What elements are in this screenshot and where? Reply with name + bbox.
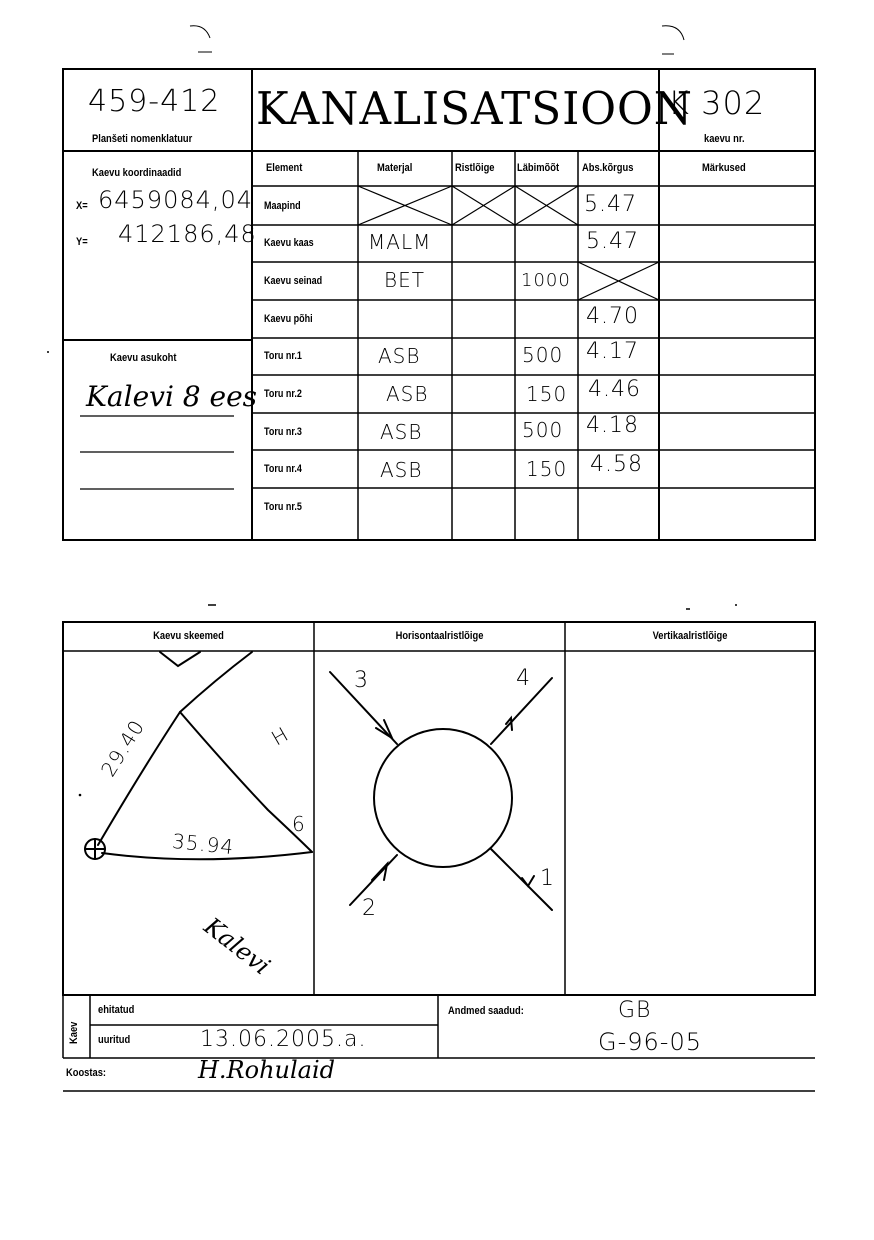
table-cell-elevation: 4.17 — [586, 339, 639, 364]
sketch-mark-6: 6 — [292, 812, 306, 836]
table-cell-material: ASB — [380, 458, 423, 482]
col-header-diameter: Läbimõõt — [517, 162, 560, 174]
data-source-value-1: GB — [618, 998, 652, 1023]
table-cell-material: MALM — [368, 230, 432, 254]
well-side-label: Kaev — [68, 1021, 80, 1044]
pipe-number: 2 — [362, 896, 377, 921]
table-cell-material: ASB — [380, 420, 423, 444]
table-cell-diameter: 500 — [522, 343, 564, 367]
table-row-label: Maapind — [264, 200, 301, 212]
table-cell-elevation: 4.70 — [586, 304, 639, 329]
pipe-number: 4 — [516, 666, 531, 691]
sketch-dimension-b: 35.94 — [170, 828, 236, 860]
surveyed-date: 13.06.2005.a. — [200, 1027, 367, 1052]
table-row-label: Kaevu põhi — [264, 313, 313, 325]
col-header-element: Element — [266, 162, 303, 174]
table-row-label: Toru nr.5 — [264, 501, 302, 513]
col-header-notes: Märkused — [702, 162, 746, 174]
built-label: ehitatud — [98, 1004, 135, 1016]
sketch-mark-h: H — [267, 721, 293, 751]
coord-x-value: 6459084,04 — [98, 186, 254, 214]
scheme-header-sketch: Kaevu skeemed — [153, 630, 224, 642]
table-cell-diameter: 500 — [522, 418, 564, 442]
scheme-header-horizontal: Horisontaalristlõige — [395, 630, 484, 642]
table-cell-diameter: 150 — [526, 457, 568, 481]
data-source-label: Andmed saadud: — [448, 1005, 524, 1017]
col-header-elevation: Abs.kõrgus — [582, 162, 634, 174]
col-header-cross-section: Ristlõige — [455, 162, 495, 174]
table-cell-material: BET — [384, 268, 425, 292]
page-title: KANALISATSIOON — [256, 82, 693, 135]
sketch-dimension-a: 29.40 — [96, 715, 150, 781]
location-label: Kaevu asukoht — [110, 352, 177, 364]
coord-y-label: Y= — [76, 236, 88, 248]
table-cell-elevation: 4.46 — [588, 377, 641, 402]
table-row-label: Kaevu kaas — [264, 237, 314, 249]
col-header-material: Materjal — [377, 162, 413, 174]
table-cell-elevation: 5.47 — [586, 229, 639, 254]
pipe-number: 3 — [354, 668, 369, 693]
table-row-label: Toru nr.1 — [264, 350, 302, 362]
coord-y-value: 412186,48 — [118, 220, 257, 248]
coordinates-label: Kaevu koordinaadid — [92, 167, 182, 179]
table-row-label: Toru nr.2 — [264, 388, 302, 400]
sketch-street-name: Kalevi — [198, 912, 276, 981]
data-source-value-2: G-96-05 — [598, 1028, 702, 1056]
table-row-label: Toru nr.4 — [264, 463, 302, 475]
compiled-by-value: H.Rohulaid — [198, 1056, 336, 1084]
table-cell-diameter: 150 — [526, 382, 568, 406]
scheme-header-vertical: Vertikaalristlõige — [652, 630, 728, 642]
coord-x-label: X= — [76, 200, 88, 212]
well-number-label: kaevu nr. — [704, 133, 745, 145]
table-cell-material: ASB — [378, 344, 421, 368]
table-row-label: Toru nr.3 — [264, 426, 302, 438]
table-cell-elevation: 4.58 — [590, 452, 643, 477]
table-cell-elevation: 5.47 — [584, 192, 637, 217]
compiled-by-label: Koostas: — [66, 1067, 107, 1079]
table-row-label: Kaevu seinad — [264, 275, 323, 287]
pipe-number: 1 — [540, 866, 555, 891]
table-cell-material: ASB — [386, 382, 429, 406]
location-value: Kalevi 8 ees — [86, 380, 258, 413]
table-cell-diameter: 1000 — [521, 270, 571, 291]
nomenclature-value: 459-412 — [88, 84, 221, 119]
table-cell-elevation: 4.18 — [586, 413, 639, 438]
well-number: K 302 — [668, 84, 766, 122]
nomenclature-label: Planšeti nomenklatuur — [92, 133, 193, 145]
surveyed-label: uuritud — [98, 1034, 131, 1046]
